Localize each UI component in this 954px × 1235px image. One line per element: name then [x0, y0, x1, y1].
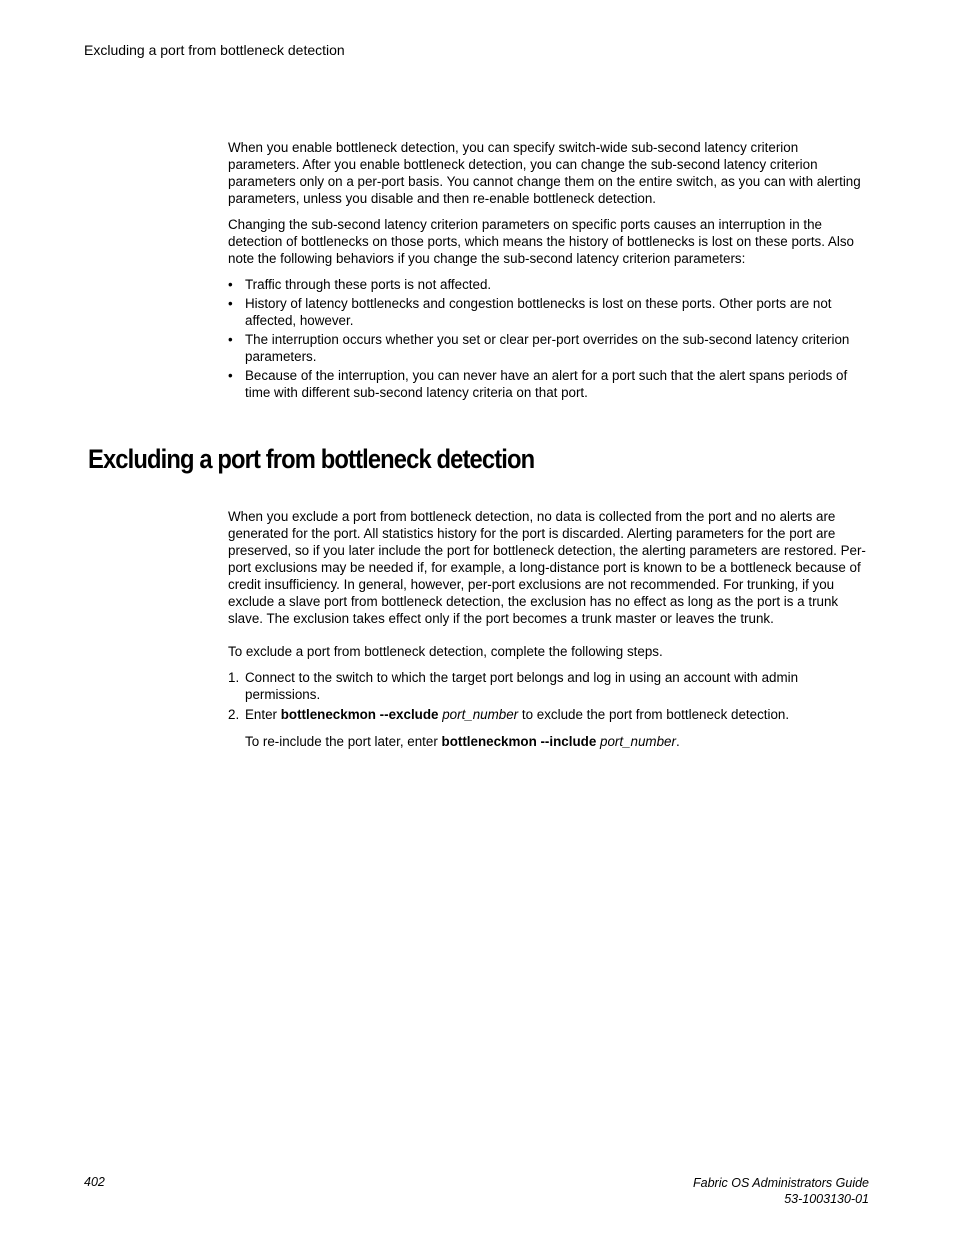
step-text: Connect to the switch to which the target port belongs and log in using an account with admin permissions.: [245, 670, 799, 702]
running-header: Excluding a port from bottleneck detection: [84, 42, 345, 58]
list-item: • History of latency bottlenecks and congestion bottlenecks is lost on these ports. Other ports are not affected, however.: [228, 295, 868, 329]
command-name: bottleneckmon --exclude: [280, 707, 439, 722]
command-argument: port_number: [442, 707, 519, 722]
step-text-post: to exclude the port from bottleneck detection.: [518, 707, 790, 722]
procedure-steps: [228, 669, 868, 723]
behavior-list: [228, 276, 868, 401]
command-name: bottleneckmon --include: [441, 734, 597, 749]
section-paragraph-1: When you exclude a port from bottleneck detection, no data is collected from the port and no alerts are generated for the port. All statistics history for the port is discarded. Alerting parameters for the port are preserved, so if you later include the port for bottleneck detection, the alerting parameters are restored. Per-port exclusions may be needed if, for example, a long-distance port is known to be a bottleneck because of credit insufficiency. In general, however, per-port exclusions are not recommended. For trunking, if you exclude a slave port from bottleneck detection, the exclusion has no effect as long as the port is a trunk slave. The exclusion takes effect only if the port becomes a trunk master or leaves the trunk.: [228, 509, 866, 626]
step-number: 1.: [228, 670, 240, 685]
section-title: Excluding a port from bottleneck detection: [88, 444, 535, 474]
note-text-pre: To re-include the port later, enter: [245, 734, 442, 749]
list-item: • The interruption occurs whether you set or clear per-port overrides on the sub-second latency criterion parameters.: [228, 331, 868, 365]
list-item: • Traffic through these ports is not affected.: [228, 276, 868, 293]
intro-paragraph-2: Changing the sub-second latency criterion parameters on specific ports causes an interruption in the detection of bottlenecks on those ports, which means the history of bottlenecks is lost on these ports. Also note the following behaviors if you change the sub-second latency criterion parameters:: [228, 217, 854, 266]
step-1: [228, 669, 868, 703]
list-item: • Because of the interruption, you can never have an alert for a port such that the alert spans periods of time with different sub-second latency criteria on that port.: [228, 367, 868, 401]
intro-block: [228, 139, 868, 403]
doc-title: Fabric OS Administrators Guide: [693, 1176, 869, 1190]
page-number: 402: [84, 1175, 105, 1189]
footer-doc-info: [693, 1175, 869, 1207]
step-number: 2.: [228, 707, 240, 722]
section-body: [228, 508, 868, 750]
section-paragraph-2: To exclude a port from bottleneck detection, complete the following steps.: [228, 644, 663, 659]
step-2: [228, 706, 868, 723]
command-argument: port_number: [600, 734, 676, 749]
note-text-post: .: [675, 734, 680, 749]
intro-paragraph-1: When you enable bottleneck detection, you can specify switch-wide sub-second latency criterion parameters. After you enable bottleneck detection, you can change the sub-second latency criterion parameters only on a per-port basis. You cannot change them on the entire switch, as you can with alerting parameters, unless you disable and then re-enable bottleneck detection.: [228, 140, 861, 206]
doc-number: 53-1003130-01: [784, 1192, 869, 1206]
step-note: [228, 733, 868, 750]
step-text-pre: Enter: [245, 707, 281, 722]
